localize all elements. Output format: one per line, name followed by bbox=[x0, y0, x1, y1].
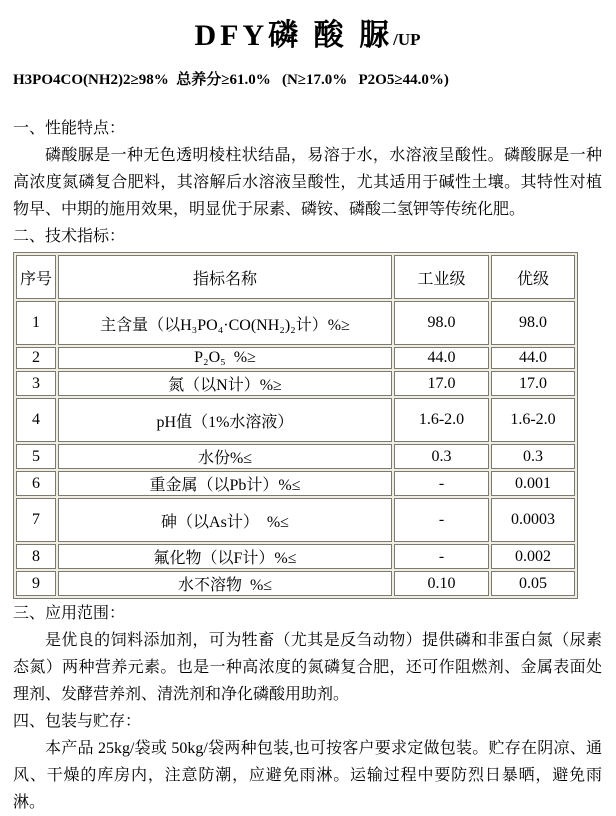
section-heading-applications: 三、应用范围： bbox=[13, 605, 126, 622]
indicator-cell: 水份%≤ bbox=[58, 444, 392, 469]
indicator-cell: 水不溶物 %≤ bbox=[58, 571, 392, 596]
row-index-cell: 6 bbox=[16, 471, 56, 496]
industrial-value-cell: 0.10 bbox=[394, 571, 489, 596]
indicator-cell: 重金属（以Pb计）%≤ bbox=[58, 471, 392, 496]
indicator-cell: 主含量（以H₃PO₄·CO(NH₂)₂计）%≥ bbox=[58, 301, 392, 345]
indicator-cell: 氟化物（以F计）%≤ bbox=[58, 544, 392, 569]
table-row bbox=[16, 444, 575, 469]
section-heading-specs: 二、技术指标： bbox=[13, 228, 126, 245]
column-header-industrial-grade: 工业级 bbox=[394, 255, 489, 299]
premium-value-cell: 0.3 bbox=[491, 444, 575, 469]
column-header-indicator: 指标名称 bbox=[58, 255, 392, 299]
industrial-value-cell: 44.0 bbox=[394, 347, 489, 369]
row-index-cell: 1 bbox=[16, 301, 56, 345]
row-index-cell: 5 bbox=[16, 444, 56, 469]
premium-value-cell: 0.001 bbox=[491, 471, 575, 496]
table-header-row bbox=[16, 255, 575, 299]
column-header-premium-grade: 优级 bbox=[491, 255, 575, 299]
premium-value-cell: 0.0003 bbox=[491, 498, 575, 542]
formula-line: H3PO4CO(NH2)2≥98% 总养分≥61.0% (N≥17.0% P2O5≥44.0%) bbox=[13, 72, 449, 88]
page-title-text: DFY磷 酸 脲 bbox=[194, 19, 394, 52]
table-row bbox=[16, 498, 575, 542]
applications-paragraph: 是优良的饲料添加剂，可为牲畜（尤其是反刍动物）提供磷和非蛋白氮（尿素态氮）两种营养元素。也是一种高浓度的氮磷复合肥，还可作阻燃剂、金属表面处理剂、发酵营养剂、清洗剂和净化磷酸用助剂。 bbox=[13, 632, 602, 703]
table-row bbox=[16, 347, 575, 369]
page-title-suffix: /UP bbox=[393, 30, 421, 49]
table-row bbox=[16, 301, 575, 345]
premium-value-cell: 1.6-2.0 bbox=[491, 398, 575, 442]
indicator-cell: pH值（1%水溶液） bbox=[58, 398, 392, 442]
row-index-cell: 2 bbox=[16, 347, 56, 369]
row-index-cell: 4 bbox=[16, 398, 56, 442]
specs-table bbox=[13, 252, 578, 599]
indicator-cell: 氮（以N计）%≥ bbox=[58, 371, 392, 396]
premium-value-cell: 17.0 bbox=[491, 371, 575, 396]
table-row bbox=[16, 471, 575, 496]
industrial-value-cell: 17.0 bbox=[394, 371, 489, 396]
indicator-cell: 砷（以As计） %≤ bbox=[58, 498, 392, 542]
column-header-index: 序号 bbox=[16, 255, 56, 299]
premium-value-cell: 0.002 bbox=[491, 544, 575, 569]
industrial-value-cell: - bbox=[394, 471, 489, 496]
industrial-value-cell: 98.0 bbox=[394, 301, 489, 345]
industrial-value-cell: - bbox=[394, 498, 489, 542]
premium-value-cell: 0.05 bbox=[491, 571, 575, 596]
industrial-value-cell: - bbox=[394, 544, 489, 569]
packaging-paragraph: 本产品 25kg/袋或 50kg/袋两种包装,也可按客户要求定做包装。贮存在阴凉、通风、干燥的库房内，注意防潮，应避免雨淋。运输过程中要防烈日暴晒，避免雨淋。 bbox=[13, 740, 602, 811]
section-heading-packaging: 四、包装与贮存： bbox=[13, 713, 142, 730]
indicator-cell: P₂O₅ %≥ bbox=[58, 347, 392, 369]
section-heading-features: 一、性能特点： bbox=[13, 120, 126, 137]
premium-value-cell: 98.0 bbox=[491, 301, 575, 345]
features-paragraph: 磷酸脲是一种无色透明棱柱状结晶，易溶于水，水溶液呈酸性。磷酸脲是一种高浓度氮磷复合肥料，其溶解后水溶液呈酸性，尤其适用于碱性土壤。其特性对植物早、中期的施用效果，明显优于尿素、磷铵、磷酸二氢钾等传统化肥。 bbox=[13, 147, 602, 218]
row-index-cell: 7 bbox=[16, 498, 56, 542]
table-row bbox=[16, 544, 575, 569]
premium-value-cell: 44.0 bbox=[491, 347, 575, 369]
table-row bbox=[16, 398, 575, 442]
row-index-cell: 3 bbox=[16, 371, 56, 396]
page-title bbox=[13, 10, 602, 54]
row-index-cell: 9 bbox=[16, 571, 56, 596]
row-index-cell: 8 bbox=[16, 544, 56, 569]
table-row bbox=[16, 571, 575, 596]
industrial-value-cell: 1.6-2.0 bbox=[394, 398, 489, 442]
table-row bbox=[16, 371, 575, 396]
industrial-value-cell: 0.3 bbox=[394, 444, 489, 469]
